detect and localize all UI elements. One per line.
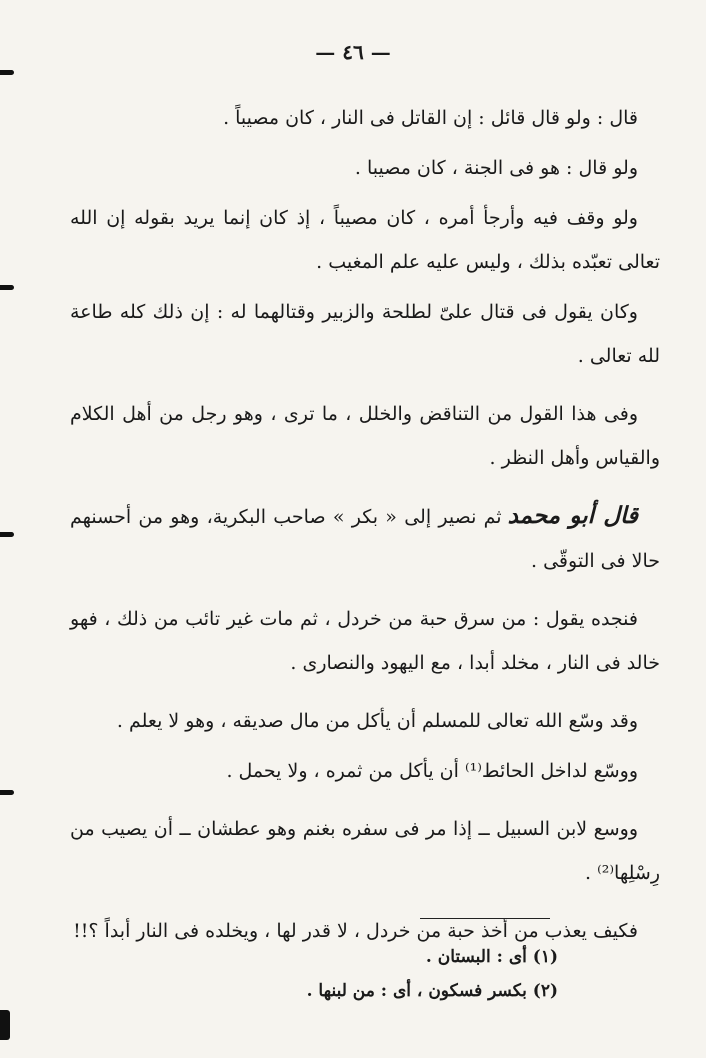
paragraph: ولو قال : هو فى الجنة ، كان مصيبا . <box>354 157 638 179</box>
paragraph: وكان يقول فى قتال علىّ لطلحة والزبير وقتالهما له : إن ذلك كله طاعة لله تعالى . <box>70 301 660 367</box>
footnote: (٢) بكسر فسكون ، أى : من لبنها . <box>306 981 558 1001</box>
paragraph: فكيف يعذب من أخذ حبة من خردل ، لا قدر لها ، ويخلده فى النار أبداً ؟!! <box>73 920 638 942</box>
paragraph: ووسع لابن السبيل ــ إذا مر فى سفره بغنم وهو عطشان ــ أن يصيب من رِسْلِها⁽²⁾ . <box>70 818 660 884</box>
body-text <box>70 96 660 959</box>
paragraph: ووسّع لداخل الحائط⁽¹⁾ أن يأكل من ثمره ، ولا يحمل . <box>226 760 638 782</box>
scan-edge-mark <box>0 285 14 290</box>
footnotes <box>138 940 558 1008</box>
page-number: — ٤٦ — <box>315 40 391 64</box>
paragraph: فنجده يقول : من سرق حبة من خردل ، ثم مات غير تائب من ذلك ، فهو خالد فى النار ، مخلد أبدا ، مع اليهود والنصارى . <box>70 608 660 674</box>
footnote-separator <box>420 918 550 919</box>
scan-edge-mark <box>0 1010 10 1040</box>
scan-edge-mark <box>0 532 14 537</box>
paragraph-with-heading <box>70 494 660 583</box>
paragraph: وقد وسّع الله تعالى للمسلم أن يأكل من مال صديقه ، وهو لا يعلم . <box>116 710 638 732</box>
paragraph-text: ثم نصير إلى « بكر » صاحب البكرية، وهو من أحسنهم حالا فى التوقّى . <box>70 506 660 572</box>
scan-edge-mark <box>0 790 14 795</box>
scan-edge-mark <box>0 70 14 75</box>
paragraph: ولو وقف فيه وأرجأ أمره ، كان مصيباً ، إذ كان إنما يريد بقوله إن الله تعالى تعبّده بذلك ، وليس عليه علم المغيب . <box>70 207 660 273</box>
paragraph: قال : ولو قال قائل : إن القاتل فى النار ، كان مصيباً . <box>223 107 638 129</box>
footnote: (١) أى : البستان . <box>425 947 558 967</box>
speaker-heading: قال أبو محمد <box>507 502 639 529</box>
paragraph: وفى هذا القول من التناقض والخلل ، ما ترى ، وهو رجل من أهل الكلام والقياس وأهل النظر . <box>70 403 660 469</box>
